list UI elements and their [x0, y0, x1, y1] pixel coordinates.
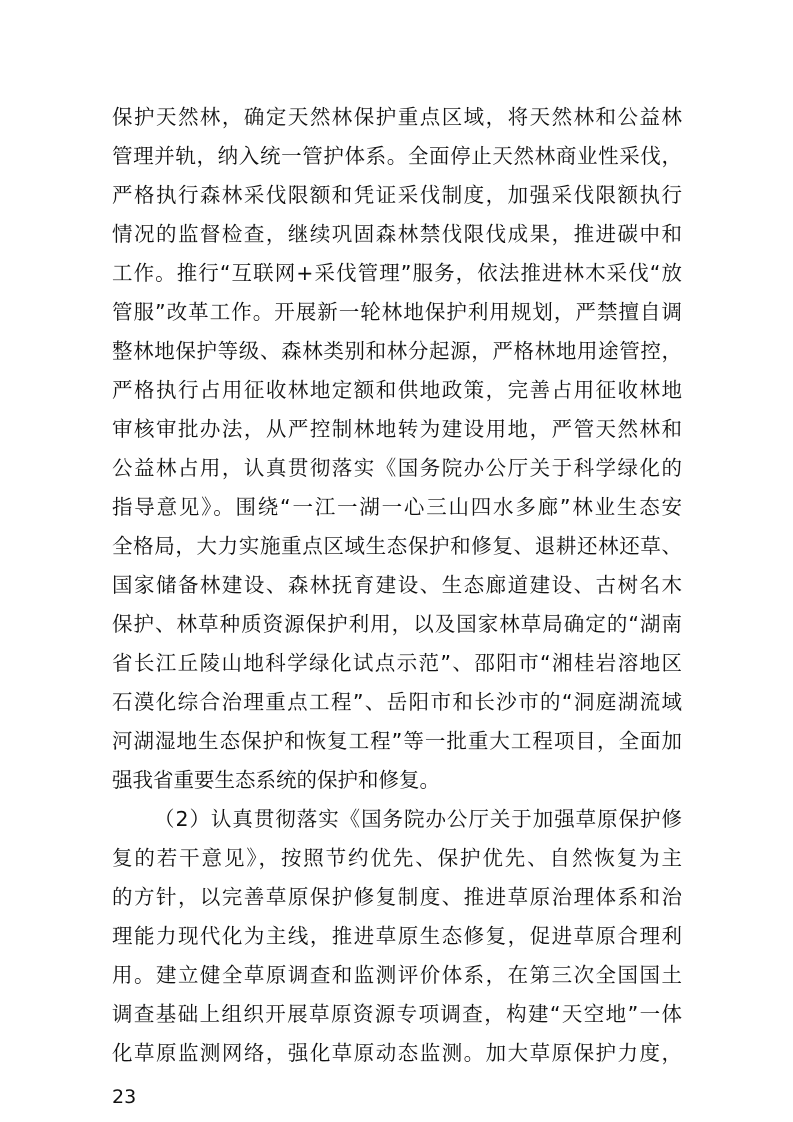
paragraph-1-line-12: 全格局，大力实施重点区域生态保护和修复、退耕还林还草、: [112, 534, 682, 558]
paragraph-1-line-18: 强我省重要生态系统的保护和修复。: [112, 768, 440, 792]
paragraph-1-line-4: 情况的监督检查，继续巩固森林禁伐限伐成果，推进碳中和: [112, 222, 682, 246]
paragraph-2-line-3: 的方针，以完善草原保护修复制度、推进草原治理体系和治: [112, 885, 682, 909]
paragraph-1-line-1: 保护天然林，确定天然林保护重点区域，将天然林和公益林: [112, 105, 682, 129]
paragraph-1-line-11: 指导意见》。围绕“一江一湖一心三山四水多廊”林业生态安: [112, 495, 682, 519]
paragraph-2-line-2: 复的若干意见》，按照节约优先、保护优先、自然恢复为主: [112, 846, 682, 870]
paragraph-1-line-16: 石漠化综合治理重点工程”、岳阳市和长沙市的“洞庭湖流域: [112, 690, 682, 714]
paragraph-1-line-9: 审核审批办法，从严控制林地转为建设用地，严管天然林和: [112, 417, 682, 441]
paragraph-1-line-15: 省长江丘陵山地科学绿化试点示范”、邵阳市“湘桂岩溶地区: [112, 651, 682, 675]
paragraph-2-line-4: 理能力现代化为主线，推进草原生态修复，促进草原合理利: [112, 924, 682, 948]
paragraph-1-line-3: 严格执行森林采伐限额和凭证采伐制度，加强采伐限额执行: [112, 183, 682, 207]
page-number: 23: [112, 1086, 137, 1108]
paragraph-1-line-14: 保护、林草种质资源保护利用，以及国家林草局确定的“湖南: [112, 612, 682, 636]
paragraph-1-line-2: 管理并轨，纳入统一管护体系。全面停止天然林商业性采伐，: [112, 144, 682, 168]
paragraph-1-line-10: 公益林占用，认真贯彻落实《国务院办公厅关于科学绿化的: [112, 456, 682, 480]
paragraph-2-line-5: 用。建立健全草原调查和监测评价体系，在第三次全国国土: [112, 963, 682, 987]
paragraph-1-line-6: 管服”改革工作。开展新一轮林地保护利用规划，严禁擅自调: [112, 300, 682, 324]
paragraph-2-line-1: （2）认真贯彻落实《国务院办公厅关于加强草原保护修: [154, 807, 682, 831]
paragraph-2-line-7: 化草原监测网络，强化草原动态监测。加大草原保护力度，: [112, 1041, 682, 1065]
paragraph-1-line-13: 国家储备林建设、森林抚育建设、生态廊道建设、古树名木: [112, 573, 682, 597]
paragraph-1-line-17: 河湖湿地生态保护和恢复工程”等一批重大工程项目，全面加: [112, 729, 682, 753]
paragraph-1-line-5: 工作。推行“互联网+采伐管理”服务，依法推进林木采伐“放: [112, 261, 682, 285]
paragraph-1-line-7: 整林地保护等级、森林类别和林分起源，严格林地用途管控，: [112, 339, 682, 363]
paragraph-1-line-8: 严格执行占用征收林地定额和供地政策，完善占用征收林地: [112, 378, 682, 402]
paragraph-2-line-6: 调查基础上组织开展草原资源专项调查，构建“天空地”一体: [112, 1002, 682, 1026]
